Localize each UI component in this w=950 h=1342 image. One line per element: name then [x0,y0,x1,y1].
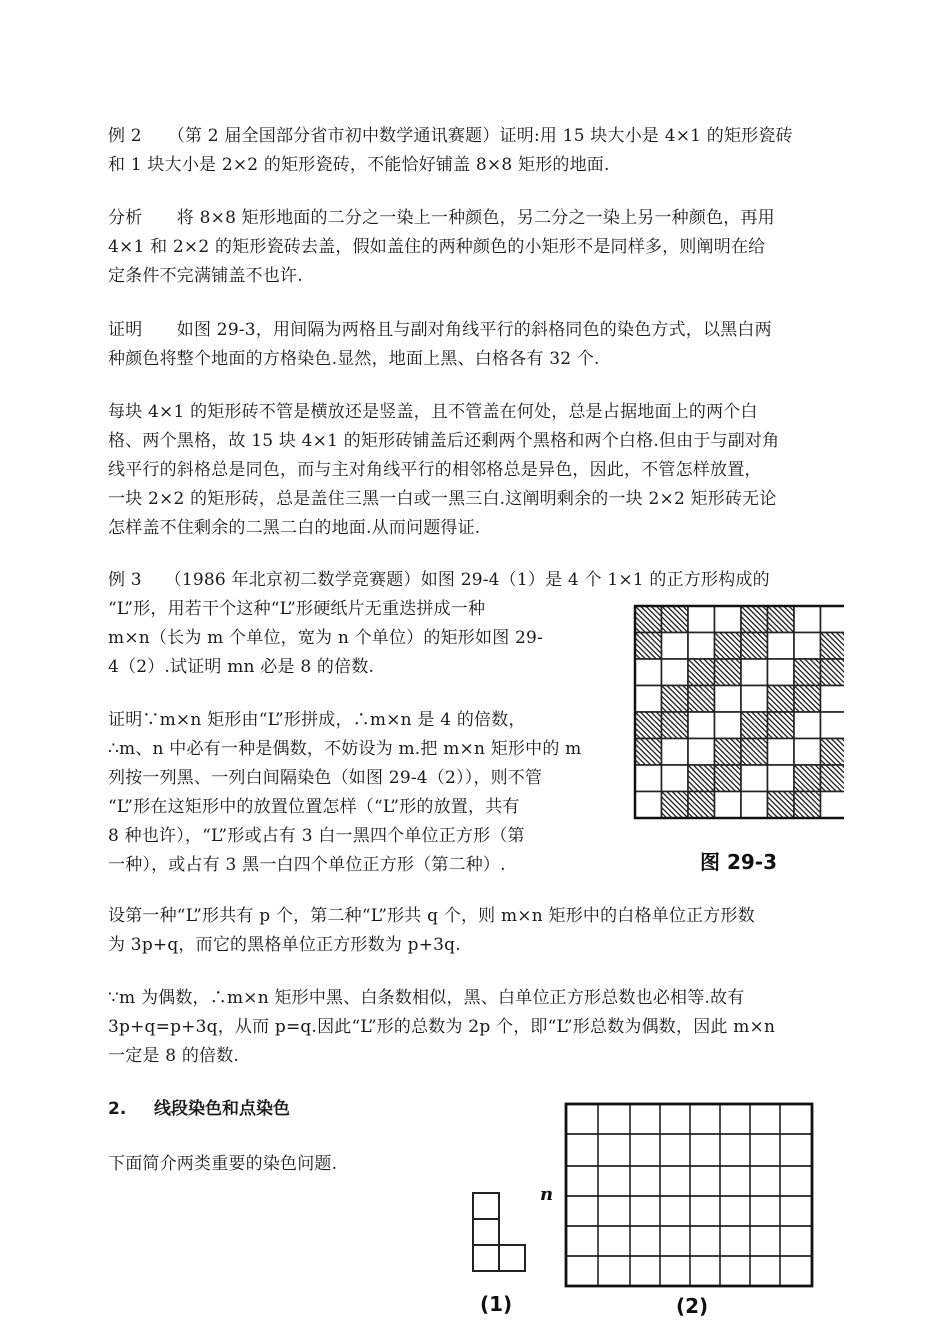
text-line: 4×1 和 2×2 的矩形瓷砖去盖，假如盖住的两种颜色的小矩形不是同样多，则阐明在给 [108,237,766,257]
text-line: 4（2）.试证明 mn 必是 8 的倍数. [108,657,375,677]
grid-cell [821,792,845,819]
grid-cell [662,765,689,792]
figure-29-4-l-shape [470,1190,530,1300]
grid-cell [635,739,662,766]
l-shape-cell [499,1245,525,1271]
example2-paragraph [108,122,793,180]
text-line: 设第一种“L”形共有 p 个，第二种“L”形共 q 个，则 m×n 矩形中的白格单位正方形数 [108,906,755,926]
text-line: “L”形，用若干个这种“L”形硬纸片无重迭拼成一种 [108,599,486,619]
text-line: 8 种也许），“L”形或占有 3 白一黑四个单位正方形（第 [108,826,525,846]
grid-cell [741,739,768,766]
grid-cell [821,659,845,686]
text-line: 一定是 8 的倍数. [108,1046,240,1066]
grid-cell [741,659,768,686]
text-line: m×n（长为 m 个单位，宽为 n 个单位）的矩形如图 29- [108,628,543,648]
grid-cell [715,792,742,819]
grid-cell [662,739,689,766]
grid-cell [662,686,689,713]
text-line: “L”形在这矩形中的放置位置怎样（“L”形的放置，共有 [108,797,520,817]
analysis-paragraph [108,204,775,291]
grid-cell [821,712,845,739]
count-paragraph [108,902,755,960]
grid-cell [715,633,742,660]
reasoning-paragraph [108,398,779,543]
grid-cell [741,633,768,660]
grid-cell [688,633,715,660]
grid-cell [662,606,689,633]
figure-29-3-caption: 图 29-3 [700,850,778,874]
grid-cell [662,712,689,739]
text-line: 线平行的斜格总是同色，而与主对角线平行的相邻格总是异色，因此，不管怎样放置， [108,460,762,480]
n-dimension-label: n [540,1184,554,1205]
grid-cell [794,686,821,713]
rectangle-border [566,1104,812,1286]
grid-cell [768,606,795,633]
figure-29-3-grid [632,603,844,821]
grid-cell [688,792,715,819]
grid-cell [688,765,715,792]
grid-cell [768,659,795,686]
figure-29-4-2-caption: (2) [676,1294,709,1318]
proof2-paragraph [108,706,581,880]
grid-cell [768,739,795,766]
l-shape-cell [473,1193,499,1219]
section-heading [108,1095,290,1124]
grid-cell [688,659,715,686]
grid-cell [741,686,768,713]
grid-cell [635,633,662,660]
section-title: 线段染色和点染色 [154,1099,290,1119]
text-line: 分析 将 8×8 矩形地面的二分之一染上一种颜色，另二分之一染上另一种颜色，再用 [108,208,775,228]
l-shape-cell [473,1219,499,1245]
section-number: 2. [108,1099,127,1119]
figure-29-4-rectangle-grid [562,1100,816,1290]
text-line: 证明∵m×n 矩形由“L”形拼成，∴m×n 是 4 的倍数， [108,710,526,730]
grid-cell [635,659,662,686]
grid-cell [662,792,689,819]
grid-cell [821,606,845,633]
text-line: 一块 2×2 的矩形砖，总是盖住三黑一白或一黑三白.这阐明剩余的一块 2×2 矩形砖无论 [108,489,777,509]
grid-cell [715,712,742,739]
grid-cell [794,659,821,686]
grid-cell [715,765,742,792]
text-line: 为 3p+q，而它的黑格单位正方形数为 p+3q. [108,935,461,955]
text-line: 例 3 （1986 年北京初二数学竞赛题）如图 29-4（1）是 4 个 1×1 的正方形构成的 [108,570,770,590]
grid-cell [768,792,795,819]
grid-cell [741,712,768,739]
text-line: 每块 4×1 的矩形砖不管是横放还是竖盖，且不管盖在何处，总是占据地面上的两个白 [108,402,758,422]
grid-cell [741,606,768,633]
grid-cell [768,765,795,792]
text-line: ∵m 为偶数，∴m×n 矩形中黑、白条数相似，黑、白单位正方形总数也必相等.故有 [108,988,745,1008]
grid-cell [741,765,768,792]
proof1-paragraph [108,316,772,374]
grid-cell [821,765,845,792]
grid-cell [635,686,662,713]
grid-cell [741,792,768,819]
grid-cell [794,606,821,633]
text-line: 下面简介两类重要的染色问题. [108,1154,338,1174]
text-line: 格、两个黑格，故 15 块 4×1 的矩形砖铺盖后还剩两个黑格和两个白格.但由于与副对角 [108,431,780,451]
grid-cell [821,633,845,660]
grid-cell [635,712,662,739]
grid-cell [794,765,821,792]
text-line: 定条件不完满铺盖不也许. [108,266,303,286]
grid-cell [794,712,821,739]
grid-cell [768,686,795,713]
conclusion-paragraph [108,984,775,1071]
grid-cell [794,739,821,766]
grid-cell [715,659,742,686]
text-line: 怎样盖不住剩余的二黑二白的地面.从而问题得证. [108,518,481,538]
grid-cell [715,739,742,766]
text-line: 3p+q=p+3q，从而 p=q.因此“L”形的总数为 2p 个，即“L”形总数为偶数，因此 m×n [108,1017,776,1037]
grid-cell [715,606,742,633]
text-line: 种颜色将整个地面的方格染色.显然，地面上黑、白格各有 32 个. [108,349,600,369]
text-line: ∴m、n 中必有一种是偶数，不妨设为 m.把 m×n 矩形中的 m [108,739,582,759]
grid-cell [821,686,845,713]
grid-cell [662,659,689,686]
grid-cell [688,739,715,766]
grid-cell [794,633,821,660]
section-intro [108,1150,337,1179]
grid-cell [688,686,715,713]
text-line: 列按一列黑、一列白间隔染色（如图 29-4（2）），则不管 [108,768,543,788]
grid-cell [821,739,845,766]
text-line: 一种），或占有 3 黑一白四个单位正方形（第二种）. [108,855,506,875]
text-line: 例 2 （第 2 届全国部分省市初中数学通讯赛题）证明:用 15 块大小是 4×1 的矩形瓷砖 [108,126,793,146]
grid-cell [794,792,821,819]
grid-cell [635,765,662,792]
grid-cell [688,606,715,633]
grid-cell [635,792,662,819]
grid-cell [768,633,795,660]
grid-cell [635,606,662,633]
l-shape-cell [473,1245,499,1271]
grid-cell [715,686,742,713]
grid-cell [768,712,795,739]
figure-29-4-1-caption: (1) [480,1292,513,1316]
text-line: 证明 如图 29-3，用间隔为两格且与副对角线平行的斜格同色的染色方式，以黑白两 [108,320,772,340]
text-line: 和 1 块大小是 2×2 的矩形瓷砖，不能恰好铺盖 8×8 矩形的地面. [108,155,610,175]
grid-cell [662,633,689,660]
grid-cell [688,712,715,739]
